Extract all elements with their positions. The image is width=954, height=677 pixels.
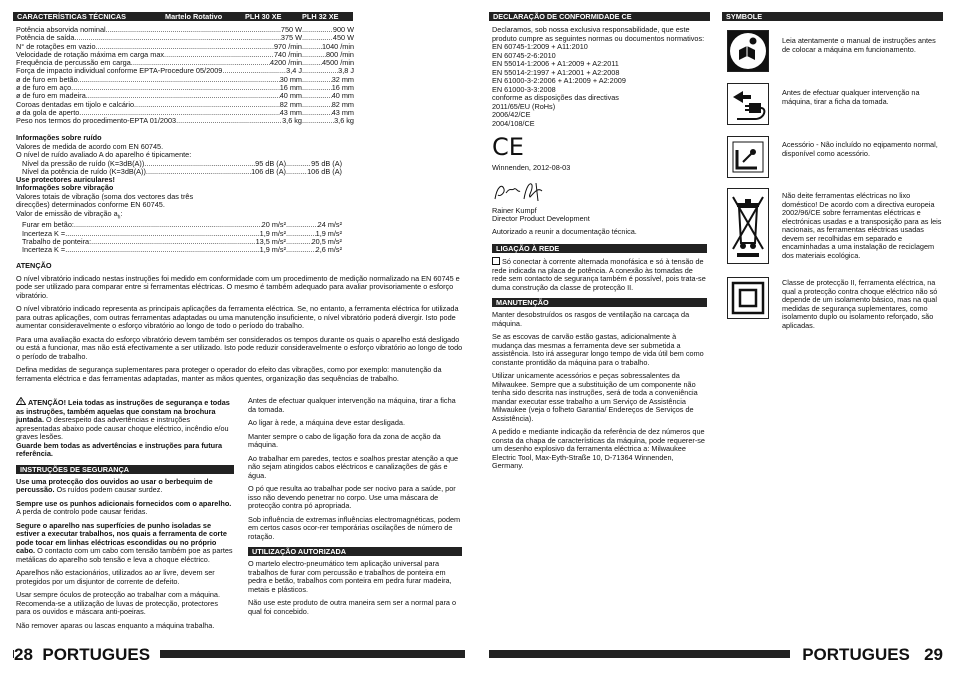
value-dots: [146, 168, 251, 176]
spec-row: [16, 59, 354, 67]
spec-dots: [302, 43, 322, 51]
noise-line-2: O nível de ruído avaliado A do aparelho é tipicamente:: [16, 150, 192, 159]
footer-page-number-left: 28 PORTUGUES: [14, 645, 160, 665]
safety-text: A perda de controlo pode causar feridas.: [16, 507, 148, 516]
spec-header: [13, 12, 353, 21]
atencao-paragraph: Defina medidas de segurança suplementares para proteger o operador do efeito das vibrações, como por exemplo: manutenção da ferramenta eléctrica e das ferramentas adaptadas, manter as mãos quentes, organização das sequências de trabalho.: [16, 365, 442, 383]
safety-text: Usar sempre óculos de protecção ao trabalhar com a máquina. Recomenda-se a utilização de luvas de protecção, protectores para os ouvidos e máscara anti-poeiras.: [16, 590, 221, 616]
accessory-icon: [727, 136, 769, 178]
class-ii-icon: [727, 277, 769, 319]
safety-paragraph: O pó que resulta ao trabalhar pode ser nocivo para a saúde, por isso não devendo penetrar no corpo. Use uma máscara de protecção contra pó apropriada.: [248, 484, 456, 510]
spec-value-2: 32 mm: [331, 75, 354, 84]
spec-value-2: 1040 /min: [321, 42, 354, 51]
safety-bold: Segure o aparelho nas superfícies de punho isoladas se estiver a executar trabalhos, nos quais a ferramenta de corte pode tocar em linhas eléctricas escondidas ou no próprio cabo.: [16, 520, 227, 555]
signer-name: Rainer Kumpf: [492, 205, 537, 215]
spec-value-1: 3,4 J: [286, 67, 302, 76]
place-date: Winnenden, 2012-08-03: [492, 163, 571, 172]
spec-dots: [96, 43, 274, 51]
symbol-text-3: Acessório - Não incluído no eqipamento normal, disponível como acessório.: [782, 140, 938, 158]
safety-paragraph: [16, 591, 234, 617]
spec-dots: [302, 34, 333, 42]
atencao-title: ATENÇÃO: [16, 261, 52, 270]
spec-label: ø de furo em madeira: [16, 92, 86, 101]
spec-table: [16, 26, 354, 126]
spec-dots: [74, 34, 280, 42]
maintenance-paragraph: A pedido e mediante indicação da referência de dez números que consta da chapa de características da máquina, pode requerer-se um desenho explosivo da ferramenta eléctrica a: Milwaukee Electric Tool, Max-Eyth-Straße 10, D-71364 Winnenden, Germany.: [492, 427, 705, 470]
spec-value-2: 4500 /min: [321, 59, 354, 68]
spec-dots: [302, 59, 322, 67]
standard-item: 2004/108/CE: [492, 118, 535, 128]
maintenance-paragraph: Manter desobstruídos os rasgos de ventilação na carcaça da máquina.: [492, 310, 690, 328]
safety-bold: Use uma protecção dos ouvidos ao usar o berbequim de percussão.: [16, 476, 213, 494]
spec-label: ø da gola de aperto: [16, 108, 80, 117]
safety-paragraph: [16, 622, 234, 631]
value-dots: [286, 238, 312, 246]
spec-dots: [134, 101, 280, 109]
spec-label: ø de furo em betão: [16, 75, 78, 84]
spec-dots: [131, 59, 270, 67]
authorized-text: Autorizado a reunir a documentação técnica.: [492, 226, 637, 236]
value-1: 20 m/s²: [261, 221, 286, 230]
spec-label: Frequência de percussão em carga: [16, 59, 131, 68]
spec-row: [16, 26, 354, 34]
weee-bin-icon: [727, 188, 769, 264]
value-label: Incerteza K =: [22, 246, 66, 255]
spec-dots: [302, 67, 338, 75]
symbol-text-5: Classe de protecção II, ferramenta eléctrica, na qual a protecção contra choque eléctrico não só depende de um isolamento básico, mas na qual medidas de segurança suplementares, como isolamento duplo ou isolamento reforçado, são aplicadas.: [782, 278, 938, 330]
spec-dots: [79, 109, 279, 117]
spec-value-1: 750 W: [280, 26, 302, 34]
rede-section-header: LIGAÇÃO À REDE: [492, 244, 707, 253]
value-dots: [65, 230, 259, 238]
standard-item: conforme as disposições das directivas: [492, 93, 619, 102]
value-1: 1,9 m/s²: [259, 246, 286, 255]
spec-value-1: 375 W: [280, 34, 302, 43]
spec-label: N° de rotações em vazio: [16, 42, 96, 51]
value-label: Nível da pressão de ruído (K=3dB(A)): [22, 159, 145, 168]
noise-title: Informações sobre ruído: [16, 133, 102, 142]
spec-dots: [302, 76, 332, 84]
value-2: 106 dB (A): [307, 167, 342, 176]
safety-text: Não remover aparas ou lascas enquanto a máquina trabalha.: [16, 620, 215, 630]
value-dots: [286, 160, 311, 168]
standard-item: 2011/65/EU (RoHs): [492, 101, 556, 111]
spec-product: Martelo Rotativo: [165, 12, 223, 21]
svg-text:!: !: [19, 400, 23, 405]
value-dots: [74, 221, 262, 229]
standard-item: EN 61000-3-2:2006 + A1:2009 + A2:2009: [492, 76, 626, 85]
svg-text:CE: CE: [492, 134, 524, 158]
spec-value-1: 40 mm: [279, 92, 302, 101]
noise-protect: Use protectores auriculares!: [16, 175, 115, 185]
safety-bold: Sempre use os punhos adicionais fornecidos com o aparelho.: [16, 498, 232, 508]
standard-item: 2006/42/CE: [492, 110, 531, 119]
safety-text: Os ruídos podem causar surdez.: [54, 485, 163, 494]
mid-column: [248, 397, 462, 621]
spec-dots: [302, 26, 333, 34]
safety-text: Aparelhos não estacionários, utilizados ao ar livre, devem ser protegidos por um disjuntor de corrente de defeito.: [16, 568, 215, 586]
spec-value-1: 16 mm: [279, 84, 302, 93]
spec-value-2: 450 W: [332, 34, 354, 43]
spec-row: [16, 84, 354, 92]
spec-dots: [302, 51, 326, 59]
spec-row: [16, 117, 354, 125]
spec-dots: [302, 92, 332, 100]
safety-paragraph: [16, 478, 234, 495]
atencao-paragraph: Para uma avaliação exacta do esforço vibratório devem também ser considerados os tempos durante os quais o aparelho está desligado ou está a funcionar, mas não está efectivamente a ser utilizado. Isto pode reduzir consideravelmente o esforço vibratório ao longo de todo o período de trabalho.: [16, 334, 463, 361]
spec-value-1: 4200 /min: [269, 59, 302, 68]
spec-value-2: 40 mm: [331, 92, 354, 101]
symbol-text-4: Não deite ferramentas eléctricas no lixo doméstico! De acordo com a directiva europeia 2002/96/CE sobre ferramentas eléctricas e electrónicas usadas e a transposição para as leis nacionais, as ferramentas eléctricas usadas devem ser recolhidas em separado e encaminhadas a uma instalação de reciclagem dos materiais ecológica.: [782, 191, 942, 260]
usage-paragraph: O martelo electro-pneumático tem aplicação universal para trabalhos de furar com percussão e trabalhos de ponteira em pedra e betão, trabalhos com ponteira em pedra furar madeira, metais e plásticos.: [248, 559, 452, 594]
spec-row: [16, 43, 354, 51]
value-dots: [286, 246, 316, 254]
safety-paragraph: [16, 500, 234, 517]
spec-value-2: 16 mm: [331, 84, 354, 93]
decl-section: [492, 26, 707, 476]
spec-value-2: 900 W: [332, 26, 354, 34]
value-label: Furar em betão:: [22, 221, 74, 230]
value-label: Incerteza K =: [22, 229, 66, 238]
value-dots: [286, 230, 316, 238]
value-2: 24 m/s²: [317, 221, 342, 230]
noise-line-1: Valores de medida de acordo com EN 60745.: [16, 141, 164, 151]
safety-paragraph: [16, 522, 234, 565]
spec-dots: [302, 109, 332, 117]
safety-paragraph: Manter sempre o cabo de ligação fora da zona de acção da máquina.: [248, 431, 441, 449]
value-dots: [144, 160, 255, 168]
read-manual-icon: [727, 30, 769, 72]
decl-header: DECLARAÇÃO DE CONFORMIDADE CE: [489, 12, 710, 21]
value-dots: [286, 221, 318, 229]
spec-value-1: 82 mm: [279, 100, 302, 109]
atencao-section: [16, 262, 468, 388]
spec-row: [16, 76, 354, 84]
spec-dots: [71, 84, 280, 92]
spec-row: [16, 34, 354, 42]
spec-dots: [106, 26, 281, 34]
warning-section: [16, 397, 234, 635]
safety-text: O contacto com um cabo com tensão também poe as partes metálicas do aparelho sob tensão e leva a choque eléctrico.: [16, 546, 233, 564]
value-dots: [65, 246, 259, 254]
standard-item: EN 60745-1:2009 + A11:2010: [492, 42, 588, 51]
spec-value-1: 30 mm: [279, 75, 302, 84]
spec-model-1: PLH 30 XE: [245, 12, 282, 21]
noise-section: [16, 134, 354, 185]
vibration-section: [16, 184, 354, 255]
spec-value-1: 3,6 kg: [282, 117, 302, 126]
vibration-line-2: direcções) determinados conforme EN 60745.: [16, 200, 165, 209]
manut-section-header: MANUTENÇÃO: [492, 298, 707, 307]
safety-paragraph: [16, 569, 234, 586]
vibration-line-3: Valor de emissão de vibração $a_h$:: [16, 208, 123, 220]
safety-paragraph: Antes de efectuar qualquer intervenção na máquina, tirar a ficha da tomada.: [248, 396, 456, 414]
spec-model-2: PLH 32 XE: [302, 12, 339, 21]
value-1: 106 dB (A): [251, 167, 286, 176]
atencao-paragraph: O nível vibratório indicado nestas instruções foi medido em conformidade com um procedimento de medição normalizado na EN 60745 e pode ser utilizado para comparar entre si ferramentas eléctricas. O mesmo é também adequado para avaliar provisoriamente o esforço vibratório.: [16, 273, 460, 300]
decl-text: Declaramos, sob nossa exclusiva responsabilidade, que este produto cumpre as seguintes normas ou documentos normativos:: [492, 25, 705, 43]
spec-value-2: 800 /min: [326, 50, 354, 59]
spec-value-2: 43 mm: [331, 108, 354, 117]
spec-dots: [302, 84, 332, 92]
spec-value-2: 82 mm: [331, 100, 354, 109]
safety-paragraph: Ao trabalhar em paredes, tectos e soalhos prestar atenção a que não sejam atingidos cabos eléctricos e canalizações de gás e água.: [248, 453, 459, 480]
value-2: 1,9 m/s²: [315, 229, 342, 238]
footer-page-number-right: PORTUGUES 29: [790, 645, 943, 665]
value-row: [22, 238, 342, 246]
spec-value-1: 970 /min: [274, 42, 302, 51]
symbol-header: SYMBOLE: [722, 12, 943, 21]
value-row: [22, 221, 342, 229]
value-dots: [286, 168, 307, 176]
signer-title: Director Product Development: [492, 214, 590, 223]
value-label: Trabalho de ponteira:: [22, 238, 92, 247]
symbol-text-1: Leia atentamente o manual de instruções antes de colocar a máquina em funcionamento.: [782, 36, 936, 54]
vibration-line-1: Valores totais de vibração (soma dos vectores das três: [16, 191, 194, 201]
value-2: 20,5 m/s²: [311, 238, 342, 247]
safety-section-header: INSTRUÇÕES DE SEGURANÇA: [16, 465, 234, 474]
usage-paragraph: Não use este produto de outra maneira sem ser a normal para o qual foi concebido.: [248, 598, 457, 616]
standard-item: EN 61000-3-3:2008: [492, 84, 556, 94]
rede-text: Só conectar à corrente alternada monofásica e só à tensão de rede indicada na placa de potência. A conexão às tomadas de rede sem contacto de segurança também é possível, pois trata-se duma construção da classe de protecção II.: [492, 257, 706, 292]
class-ii-small-icon: [492, 257, 500, 265]
unplug-icon: [727, 83, 769, 125]
spec-row: [16, 51, 354, 59]
value-1: 1,9 m/s²: [259, 229, 286, 238]
value-dots: [91, 238, 255, 246]
usage-section-header: UTILIZAÇÃO AUTORIZADA: [248, 547, 462, 556]
spec-dots: [302, 117, 334, 125]
value-row: [22, 230, 342, 238]
spec-label: Peso nos termos do procedimento-EPTA 01/2003: [16, 117, 177, 126]
spec-label: Velocidade de rotação máxima em carga max.: [16, 50, 167, 59]
value-2: 95 dB (A): [311, 159, 342, 168]
safety-paragraph: Ao ligar à rede, a máquina deve estar desligada.: [248, 418, 405, 427]
spec-row: [16, 109, 354, 117]
spec-value-1: 740 /min: [274, 50, 302, 59]
spec-dots: [302, 101, 332, 109]
standard-item: EN 55014-1:2006 + A1:2009 + A2:2011: [492, 59, 619, 68]
value-1: 95 dB (A): [255, 159, 286, 168]
value-1: 13,5 m/s²: [255, 238, 286, 247]
standard-item: EN 55014-2:1997 + A1:2001 + A2:2008: [492, 67, 620, 77]
value-label: Nível da potência de ruído (K=3dB(A)): [22, 167, 146, 176]
spec-dots: [78, 76, 280, 84]
value-row: [22, 160, 342, 168]
spec-value-2: 3,6 kg: [334, 117, 354, 126]
value-2: 2,6 m/s²: [315, 246, 342, 255]
spec-dots: [86, 92, 280, 100]
warning-paragraph: ! ATENÇÃO! Leia todas as instruções de segurança e todas as instruções, também aquelas que constam na brochura juntada. O desrespeito das advertências e instruções apresentadas abaixo pode causar choque eléctrico, incêndio e/ou graves lesões. Guarde bem todas as advertências e instruções para futura referência.: [16, 398, 230, 458]
spec-dots: [166, 51, 274, 59]
spec-label: Força de impacto individual conforme EPTA-Procedure 05/2009: [16, 67, 223, 76]
value-row: [22, 246, 342, 254]
spec-label: ø de furo em aço: [16, 84, 72, 93]
vibration-title: Informações sobre vibração: [16, 183, 114, 192]
symbol-text-2: Antes de efectuar qualquer intervenção na máquina, tirar a ficha da tomada.: [782, 88, 920, 106]
spec-label: Potência de saída: [16, 34, 75, 43]
signature: [492, 179, 707, 207]
spec-row: [16, 67, 354, 75]
spec-label: Coroas dentadas em tijolo e calcário: [16, 100, 135, 109]
spec-label: Potência absorvida nominal: [16, 26, 106, 34]
maintenance-paragraph: Se as escovas de carvão estão gastas, adicionalmente à mudança das mesmas a ferramenta deve ser submetida a assistência. Isto irá assegurar longo tempo de vida útil bem como constante prontidão da máquina para o trabalho.: [492, 332, 704, 367]
maintenance-paragraph: Utilizar unicamente acessórios e peças sobressalentes da Milwaukee. Sempre que a substituição de um componente não tenha sido descrita nas instruções, será de toda a conveniência mandar executar esse trabalho a um Serviço de Assistência Milwaukee (veja o folheto Garantia/ Endereços de Serviços de Assistência).: [492, 371, 698, 423]
spec-value-1: 43 mm: [279, 108, 302, 117]
spec-dots: [176, 117, 282, 125]
spec-title: CARACTERÍSTICAS TÉCNICAS: [17, 12, 127, 21]
spec-dots: [222, 67, 286, 75]
standard-item: EN 60745-2-6:2010: [492, 50, 556, 60]
spec-value-2: 3,8 J: [338, 67, 354, 76]
spec-row: [16, 92, 354, 100]
atencao-paragraph: O nível vibratório indicado representa as principais aplicações da ferramenta eléctrica. Se, no entanto, a ferramenta eléctrica for utilizada para outras aplicações, com outras ferramentas adaptadas ou uma manutenção insuficiente, o nível vibratório poderá divergir. Isto pode aumentar consideravelmente o esforço vibratório ao longo de todo o período do trabalho.: [16, 304, 459, 330]
spec-row: [16, 101, 354, 109]
safety-paragraph: Sob influência de extremas influências electromagnéticas, podem em certos casos ocor-rer temporárias oscilações de número de rotação.: [248, 514, 461, 541]
ce-mark: [492, 134, 707, 160]
